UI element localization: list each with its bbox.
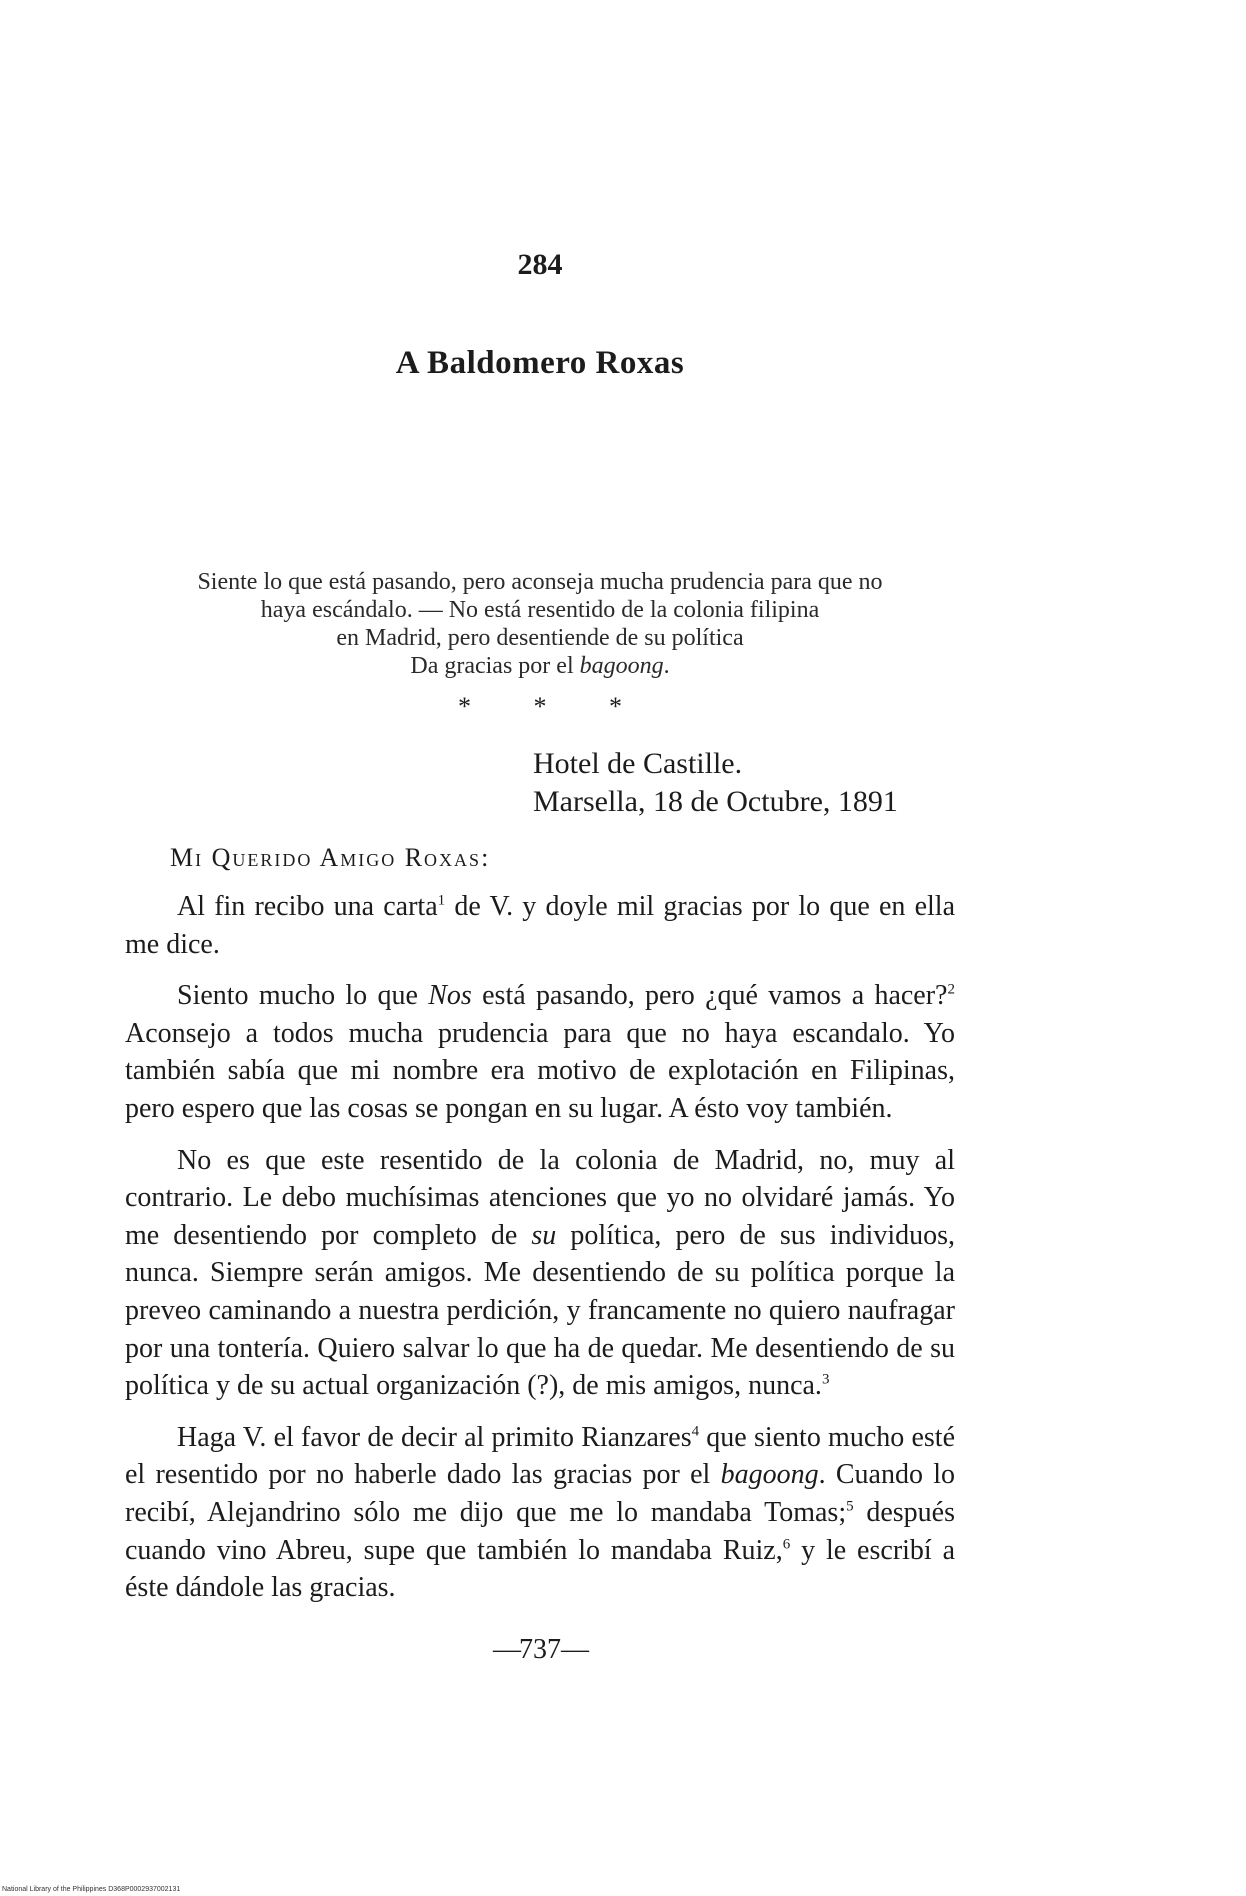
summary-line: Siente lo que está pasando, pero aconseja mucha prudencia para que no: [197, 569, 883, 595]
footer-page-number: [0, 1634, 1080, 1666]
paragraph-text: política, pero de sus individuos, nunca. Siempre serán amigos. Me desentiendo de su política porque la preveo caminando a nuestra perdición, y francamente no quiero naufragar por una tontería. Quiero salvar lo que ha de quedar. Me desentiendo de su política y de su actual organización (?), de mis amigos, nunca.: [125, 1219, 955, 1402]
page-number: 284: [517, 248, 563, 281]
summary-text: .: [663, 653, 670, 679]
summary-italic-word: bagoong: [579, 653, 664, 679]
footnote-ref: 2: [947, 981, 955, 998]
paragraph-text: Haga V. el favor de decir al primito Rianzares: [177, 1421, 692, 1453]
place: Hotel de Castille.: [533, 747, 743, 780]
library-credit: National Library of the Philippines D368P0002937002131: [2, 1886, 181, 1893]
letter-title: A Baldomero Roxas: [395, 345, 685, 381]
paragraph-text: No es que este resentido de la colonia de Madrid, no, muy al contrario. Le debo muchísimas atenciones que yo no olvidaré jamás. Yo me desentiendo por completo de: [125, 1144, 955, 1251]
salutation: Mi Querido Amigo Roxas:: [170, 843, 491, 872]
footnote-ref: 6: [782, 1536, 791, 1553]
paragraph: [125, 1142, 955, 1405]
date: Marsella, 18 de Octubre, 1891: [533, 785, 898, 818]
paragraph-text: que siento mucho esté el resentido por no haberle dado las gracias por el: [125, 1421, 955, 1491]
italic-word: su: [531, 1219, 557, 1251]
footnote-ref: 5: [846, 1498, 854, 1515]
footer-number: 737: [519, 1634, 561, 1665]
paragraph: [125, 977, 955, 1127]
place-date: [533, 745, 898, 821]
footer-dash: —: [493, 1634, 519, 1665]
letter-body: [125, 888, 955, 1621]
footnote-ref: 3: [821, 1371, 830, 1388]
summary-text: Da gracias por el: [410, 653, 580, 679]
italic-word: bagoong: [720, 1459, 819, 1491]
footnote-ref: 4: [691, 1423, 700, 1440]
paragraph-text: está pasando, pero ¿qué vamos a hacer?: [471, 980, 948, 1012]
italic-word: Nos: [428, 980, 472, 1012]
paragraph-text: de V. y doyle mil gracias por lo que en ella me dice.: [125, 891, 955, 960]
paragraph-text: Siento mucho lo que: [177, 980, 429, 1012]
summary-line: en Madrid, pero desentiende de su política: [336, 625, 744, 651]
paragraph: [125, 888, 955, 963]
paragraph-text: después cuando vino Abreu, supe que también lo mandaba Ruiz,: [125, 1496, 956, 1566]
footnote-ref: 1: [437, 892, 446, 909]
paragraph-text: Aconsejo a todos mucha prudencia para que no haya escandalo. Yo también sabía que mi nombre era motivo de explotación en Filipinas, pero espero que las cosas se pongan en su lugar. A ésto voy también.: [125, 1017, 955, 1124]
paragraph-text: y le escribí a éste dándole las gracias.: [125, 1534, 955, 1604]
section-separator: * * *: [458, 692, 650, 721]
letter-summary: [100, 568, 980, 680]
paragraph-text: . Cuando lo recibí, Alejandrino sólo me dijo que me lo mandaba Tomas;: [125, 1459, 955, 1528]
paragraph-text: Al fin recibo una carta: [177, 891, 438, 922]
footer-dash: —: [561, 1634, 587, 1665]
summary-line: [100, 652, 980, 680]
paragraph: [125, 1419, 955, 1607]
summary-line: haya escándalo. — No está resentido de la colonia filipina: [260, 597, 820, 623]
